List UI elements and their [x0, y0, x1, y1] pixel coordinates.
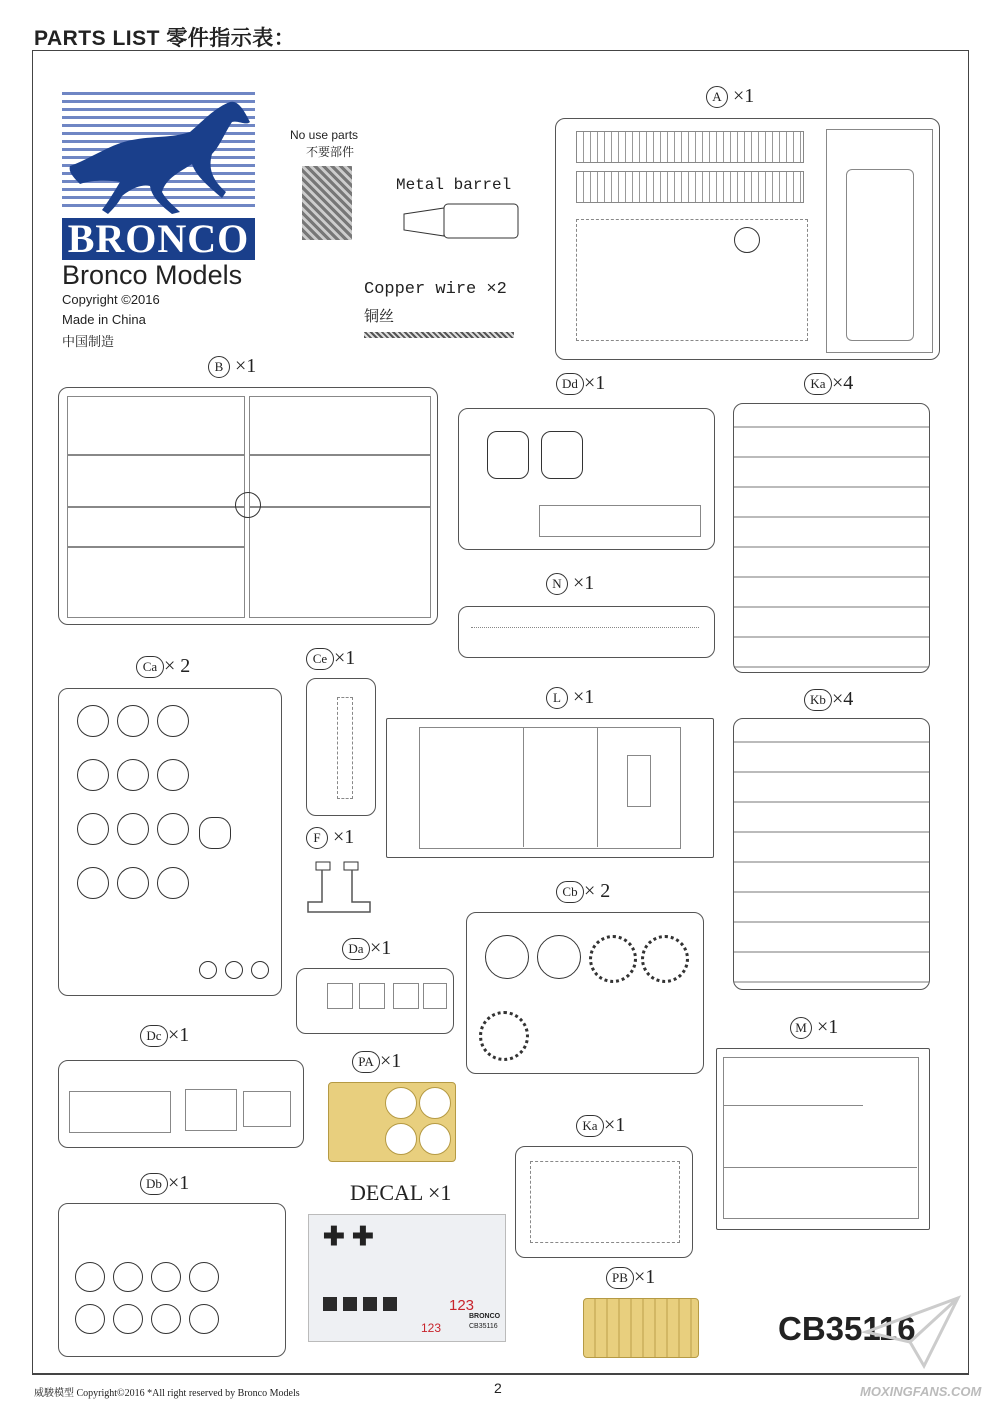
made-in-text: Made in China — [62, 312, 146, 327]
sprue-a — [555, 118, 940, 360]
sprue-cb — [466, 912, 704, 1074]
sprue-label-kb: Kb ×4 — [804, 688, 853, 711]
sprue-label-dc: Dc ×1 — [140, 1024, 189, 1047]
skull-insignia-row — [323, 1297, 403, 1311]
sprue-dd — [458, 408, 715, 550]
decal-brand: BRONCO — [469, 1313, 501, 1320]
sprue-db — [58, 1203, 286, 1357]
sprue-label-b: B ×1 — [208, 355, 256, 378]
paper-plane-watermark-icon — [862, 1292, 962, 1372]
no-use-parts-block — [302, 166, 352, 240]
page-number: 2 — [494, 1380, 502, 1396]
sprue-label-dd: Dd ×1 — [556, 372, 605, 395]
sprue-label-ca: Ca × 2 — [136, 655, 190, 678]
product-code: CB35116 — [778, 1310, 916, 1347]
copper-wire-cn-label: 铜丝 — [364, 308, 395, 325]
metal-barrel-drawing — [402, 202, 522, 242]
sprue-label-pb: PB ×1 — [606, 1266, 655, 1289]
sprue-label-ka-4: Ka ×4 — [804, 372, 853, 395]
sprue-b — [58, 387, 438, 625]
sprue-label-m: M ×1 — [790, 1016, 838, 1039]
sprue-dc — [58, 1060, 304, 1148]
sprue-ca — [58, 688, 282, 996]
made-in-cn-text: 中国制造 — [62, 334, 115, 349]
photo-etch-pa — [328, 1082, 456, 1162]
sprue-l — [386, 718, 714, 858]
sprue-f — [304, 858, 374, 916]
decal-sheet — [308, 1214, 506, 1342]
sprue-label-f: F ×1 — [306, 826, 354, 849]
decal-number-2: 123 — [421, 1321, 442, 1335]
sprue-m — [716, 1048, 930, 1230]
copyright-text: Copyright ©2016 — [62, 292, 160, 307]
horse-icon — [62, 88, 255, 218]
balkenkreuz-icon: ✚ ✚ — [323, 1221, 374, 1251]
footer-rule — [32, 1374, 969, 1375]
sprue-label-ce: Ce ×1 — [306, 647, 355, 670]
sprue-label-cb: Cb × 2 — [556, 880, 610, 903]
photo-etch-pb — [583, 1298, 699, 1358]
sprue-label-db: Db ×1 — [140, 1172, 189, 1195]
sprue-label-ka-1: Ka ×1 — [576, 1114, 625, 1137]
sprue-n — [458, 606, 715, 658]
copper-wire-drawing — [364, 332, 514, 338]
sprue-label-n: N ×1 — [546, 572, 594, 595]
brand-name: Bronco Models — [62, 260, 243, 290]
sprue-da — [296, 968, 454, 1034]
metal-barrel-label: Metal barrel — [396, 176, 512, 194]
no-use-label: No use parts — [290, 128, 359, 142]
page-title: PARTS LIST 零件指示表： — [34, 27, 296, 50]
sprue-ka-1 — [515, 1146, 693, 1258]
sprue-kb — [733, 718, 930, 990]
sprue-label-a: A ×1 — [706, 85, 754, 108]
decal-sheet-code: CB35116 — [469, 1323, 498, 1330]
sprue-label-l: L ×1 — [546, 686, 594, 709]
sprue-ka-4 — [733, 403, 930, 673]
sprue-ce — [306, 678, 376, 816]
watermark-text: MOXINGFANS.COM — [860, 1384, 982, 1399]
copper-wire-label: Copper wire ×2 — [364, 280, 507, 299]
no-use-label-cn: 不要部件 — [306, 145, 355, 159]
sprue-label-da: Da ×1 — [342, 937, 391, 960]
footer-copyright: 威駿模型 Copyright©2016 *All right reserved by Bronco Models — [34, 1388, 300, 1399]
sprue-label-pa: PA ×1 — [352, 1050, 401, 1073]
logo-wordmark: BRONCO — [62, 218, 255, 260]
decal-number-1: 123 — [449, 1297, 475, 1314]
decal-label: DECAL ×1 — [350, 1180, 452, 1205]
